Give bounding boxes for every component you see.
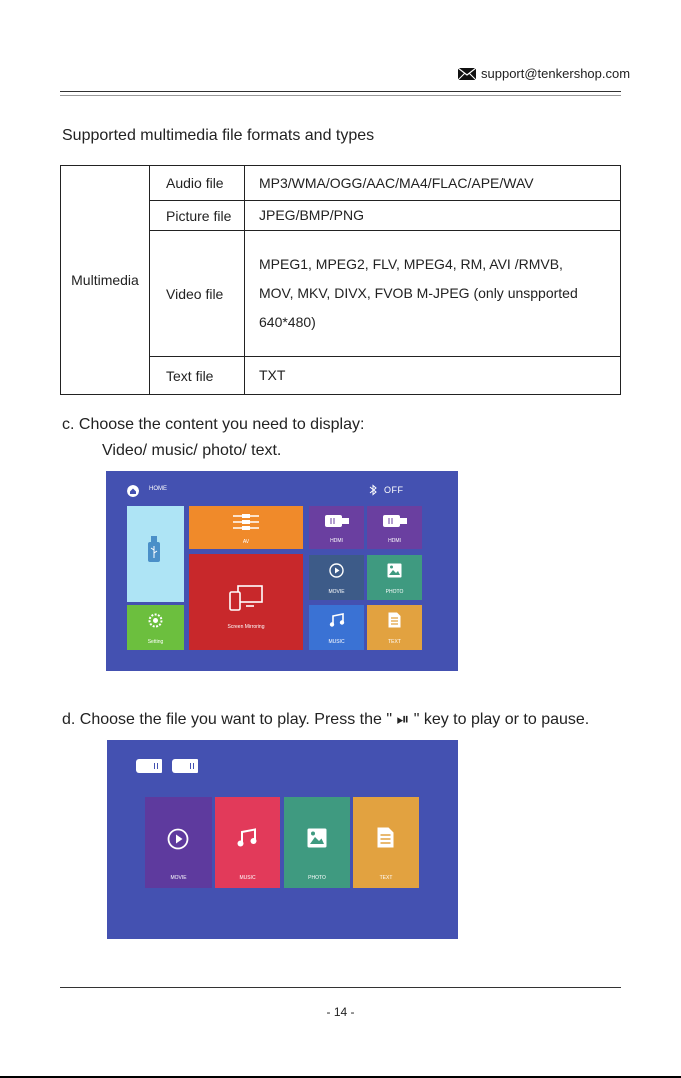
- av-cable-icon: [233, 513, 259, 531]
- format-table: [60, 165, 621, 395]
- hdmi2-label: HDMI: [388, 538, 401, 544]
- movie-label: MOVIE: [170, 875, 187, 881]
- settings-gear-icon: [148, 613, 163, 628]
- music-tile[interactable]: [215, 797, 280, 888]
- support-email[interactable]: support@tenkershop.com: [481, 66, 631, 81]
- usb-drive-icon[interactable]: [136, 759, 162, 773]
- table-formats-cell: MP3/WMA/OGG/AAC/MA4/FLAC/APE/WAV: [245, 166, 621, 201]
- photo-label: PHOTO: [385, 589, 404, 595]
- table-formats-cell: JPEG/BMP/PNG: [245, 201, 621, 231]
- table-formats-cell: TXT: [245, 357, 621, 395]
- media-select-screenshot: [107, 740, 458, 939]
- document-icon: [377, 827, 394, 848]
- text-label: TEXT: [379, 875, 393, 881]
- photo-label: PHOTO: [308, 875, 326, 881]
- play-circle-icon: [329, 563, 344, 578]
- photo-tile[interactable]: [284, 797, 350, 888]
- play-circle-icon: [167, 828, 189, 850]
- photo-icon: [387, 563, 402, 578]
- home-label: HOME: [149, 486, 167, 492]
- table-type-cell: Video file: [150, 231, 245, 357]
- screen-mirroring-tile[interactable]: [189, 554, 303, 650]
- movie-tile[interactable]: [309, 555, 364, 600]
- header-divider-secondary: [60, 95, 621, 96]
- movie-tile[interactable]: [145, 797, 212, 888]
- home-icon[interactable]: [127, 485, 139, 497]
- page-number: - 14 -: [326, 1005, 355, 1019]
- hdmi-icon: [325, 515, 349, 527]
- av-label: AV: [242, 539, 250, 545]
- setting-label: Setting: [147, 639, 164, 645]
- hdmi2-tile[interactable]: [367, 506, 422, 549]
- hdmi1-tile[interactable]: [309, 506, 364, 549]
- bluetooth-status: OFF: [384, 485, 404, 495]
- movie-label: MOVIE: [328, 589, 345, 595]
- photo-icon: [307, 828, 327, 848]
- table-category-cell: Multimedia: [61, 166, 150, 395]
- table-type-cell: Text file: [150, 357, 245, 395]
- music-tile[interactable]: [309, 605, 364, 650]
- photo-tile[interactable]: [367, 555, 422, 600]
- step-c-subtext: Video/ music/ photo/ text.: [102, 442, 282, 459]
- text-tile[interactable]: [353, 797, 419, 888]
- music-note-icon: [329, 613, 345, 628]
- setting-tile[interactable]: [127, 605, 184, 650]
- av-tile[interactable]: [189, 506, 303, 549]
- table-type-cell: Audio file: [150, 166, 245, 201]
- text-tile[interactable]: [367, 605, 422, 650]
- text-label: TEXT: [388, 639, 401, 645]
- bluetooth-icon[interactable]: [368, 484, 378, 496]
- document-icon: [388, 612, 401, 628]
- usb-drive-icon[interactable]: [172, 759, 198, 773]
- hdmi1-label: HDMI: [330, 538, 343, 544]
- music-label: MUSIC: [239, 875, 256, 881]
- home-screen-screenshot: [106, 471, 458, 671]
- table-formats-cell: MPEG1, MPEG2, FLV, MPEG4, RM, AVI /RMVB, MOV, MKV, DIVX, FVOB M-JPEG (only unspported 640*480): [245, 231, 621, 357]
- section-title: Supported multimedia file formats and types: [62, 127, 375, 144]
- usb-tile[interactable]: [127, 506, 184, 602]
- hdmi-icon: [383, 515, 407, 527]
- music-note-icon: [236, 828, 258, 848]
- usb-drive-icon: [147, 536, 161, 564]
- header-divider: [60, 91, 621, 92]
- step-c-text: c. Choose the content you need to display:: [62, 416, 365, 433]
- footer-divider: [60, 987, 621, 988]
- envelope-icon: [458, 68, 476, 80]
- step-d-text: d. Choose the file you want to play. Press the " ⏯ " key to play or to pause.: [62, 711, 590, 728]
- music-label: MUSIC: [328, 639, 345, 645]
- screen-mirroring-label: Screen Mirroring: [227, 624, 265, 630]
- screen-mirroring-icon: [228, 584, 264, 612]
- table-type-cell: Picture file: [150, 201, 245, 231]
